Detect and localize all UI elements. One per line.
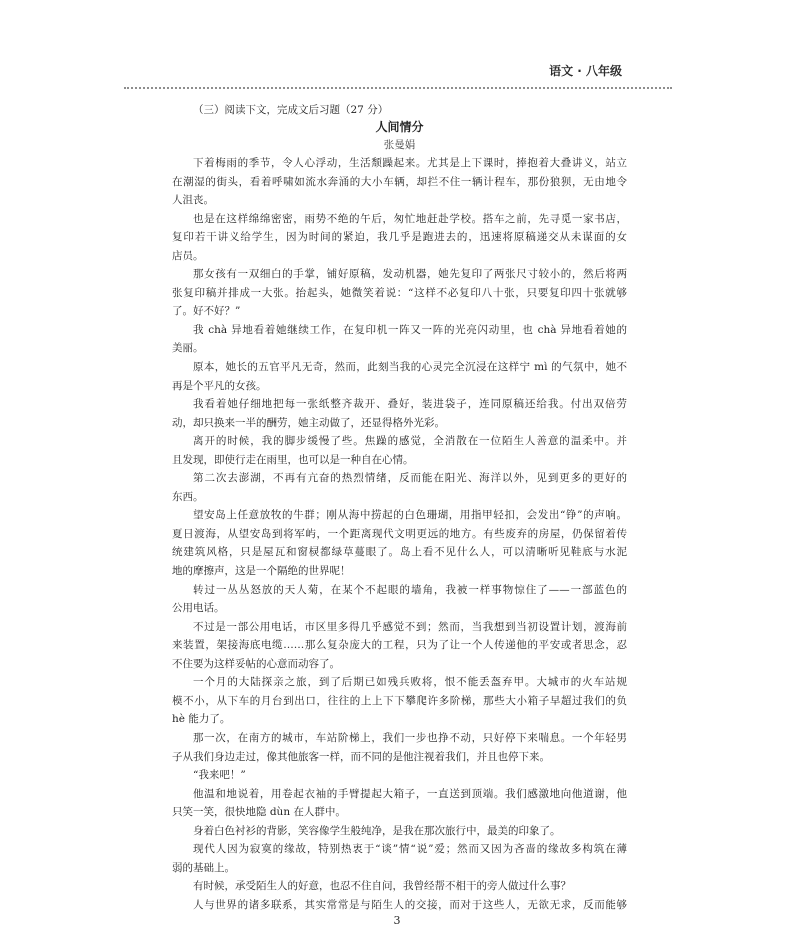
text-line: 公用电话。 (172, 602, 225, 615)
text-line: 第二次去澎湖，不再有亢奋的热烈情绪，反而能在阳光、海洋以外，见到更多的更好的 (193, 472, 627, 485)
text-line: 店员。 (172, 249, 204, 262)
text-line: 有时候，承受陌生人的好意，也忍不住自问，我曾经帮不相干的旁人做过什么事？ (193, 880, 571, 893)
paragraph (172, 840, 627, 877)
article-title: 人间情分 (375, 120, 424, 134)
paragraph (172, 896, 627, 915)
text-line: 转过一丛丛怒放的天人菊，在某个不起眼的墙角，我被一样事物惊住了——一部蓝色的 (193, 583, 627, 596)
text-line: 望安岛上任意放牧的牛群；刚从海中捞起的白色珊瑚，用指甲轻扣，会发出“铮”的声响。 (193, 509, 627, 522)
text-line: 我看着她仔细地把每一张纸整齐裁开、叠好，装进袋子，连同原稿还给我。付出双倍劳 (193, 398, 627, 411)
text-line: 再是个平凡的女孩。 (172, 379, 267, 392)
text-line: “我来吧！” (193, 769, 246, 782)
text-line: 那女孩有一双细白的手掌，铺好原稿，发动机器，她先复印了两张尺寸较小的，然后将两 (193, 268, 627, 281)
paragraph (172, 785, 627, 822)
paragraph (172, 618, 627, 674)
text-line: 离开的时候，我的脚步缓慢了些。焦躁的感觉，全消散在一位陌生人善意的温柔中。并 (193, 435, 627, 448)
text-line: 身着白色衬衫的背影，笑容像学生般纯净，是我在那次旅行中，最美的印象了。 (193, 824, 561, 837)
paragraph (172, 877, 627, 896)
text-line: 他温和地说着，用卷起衣袖的手臂提起大箱子，一直送到顶端。我们感激地向他道谢，他 (193, 787, 627, 800)
paragraph (172, 154, 627, 210)
text-line: 我 chà 异地看着她继续工作，在复印机一阵又一阵的光亮闪动里，也 chà 异地看着她的 (193, 323, 627, 336)
text-line: 不住要为这样妥帖的心意而动容了。 (172, 657, 340, 670)
paragraph (172, 395, 627, 432)
question-instruction: （三）阅读下文，完成文后习题（27 分） (193, 104, 389, 116)
text-line: hè 能力了。 (172, 713, 231, 726)
text-line: 夏日渡海，从望安岛到将军屿，一个距离现代文明更远的地方。有些废弃的房屋，仍保留着传 (172, 527, 627, 540)
text-line: 只笑一笑，很快地隐 dùn 在人群中。 (172, 806, 346, 819)
paragraph (172, 432, 627, 469)
text-line: 弱的基础上。 (172, 861, 235, 874)
text-line: 统建筑风格，只是屋瓦和窗棂都绿草蔓眼了。岛上看不见什么人，可以清晰听见鞋底与水泥 (172, 546, 627, 559)
text-line: 人与世界的诸多联系，其实常常是与陌生人的交接，而对于这些人，无欲无求，反而能够 (193, 898, 627, 911)
paragraph (172, 506, 627, 580)
text-line: 在潮湿的街头，看着呼啸如流水奔涌的大小车辆，却拦不住一辆计程车，那份狼狈，无由地令 (172, 175, 627, 188)
text-line: 地的摩擦声，这是一个隔绝的世界呢！ (172, 565, 351, 578)
text-line: 那一次，在南方的城市，车站阶梯上，我们一步也挣不动，只好停下来喘息。一个年轻男 (193, 731, 627, 744)
text-line: 模不小，从下车的月台到出口，往往的上上下下攀爬许多阶梯，那些大小箱子早超过我们的负 (172, 694, 627, 707)
article-author: 张曼娟 (383, 139, 416, 151)
text-line: 子从我们身边走过，像其他旅客一样，而不同的是他注视着我们，并且也停下来。 (172, 750, 550, 763)
text-line: 原本，她长的五官平凡无奇，然而，此刻当我的心灵完全沉浸在这样宁 mì 的气氛中，她不 (193, 361, 627, 374)
text-line: 下着梅雨的季节，令人心浮动，生活颓躁起来。尤其是上下课时，捧抱着大叠讲义，站立 (193, 157, 627, 169)
page-number: 3 (393, 914, 401, 927)
text-line: 不过是一部公用电话，市区里多得几乎感觉不到；然而，当我想到当初设置计划，渡海前 (193, 620, 627, 633)
paragraph (172, 729, 627, 766)
text-line: 来装置，架接海底电缆……那么复杂庞大的工程，只为了让一个人传递他的平安或者思念，忍 (172, 639, 627, 652)
article-body (172, 154, 627, 914)
paragraph (172, 766, 627, 785)
text-line: 了。好不好？” (172, 305, 241, 318)
paragraph (172, 210, 627, 266)
paragraph (172, 822, 627, 841)
text-line: 美丽。 (172, 342, 204, 355)
text-line: 一个月的大陆探亲之旅，到了后期已如残兵败将，恨不能丢盔弃甲。大城市的火车站规 (193, 676, 627, 689)
paragraph (172, 265, 627, 321)
text-line: 人沮丧。 (172, 194, 214, 207)
paragraph (172, 321, 627, 358)
text-line: 也是在这样绵绵密密，雨势不绝的午后，匆忙地赶赴学校。搭车之前，先寻觅一家书店， (193, 212, 627, 225)
paragraph (172, 358, 627, 395)
text-line: 动，却只换来一半的酬劳，她主动做了，还显得格外光彩。 (172, 416, 445, 429)
text-line: 东西。 (172, 490, 204, 503)
text-line: 张复印稿并排成一大张。抬起头，她微笑着说：“这样不必复印八十张，只要复印四十张就够 (172, 286, 627, 299)
paragraph (172, 673, 627, 729)
text-line: 现代人因为寂寞的缘故，特别热衷于“谈”情“说”爱；然而又因为吝啬的缘故多构筑在薄 (193, 843, 627, 856)
paragraph (172, 581, 627, 618)
text-line: 复印若干讲义给学生，因为时间的紧迫，我几乎是跑进去的，迅速将原稿递交从未谋面的女 (172, 231, 627, 244)
subject-grade-header: 语文 · 八年级 (549, 64, 622, 78)
paragraph (172, 469, 627, 506)
text-line: 且发现，即使行走在雨里，也可以是一种自在心情。 (172, 453, 414, 466)
header-divider (124, 87, 672, 89)
